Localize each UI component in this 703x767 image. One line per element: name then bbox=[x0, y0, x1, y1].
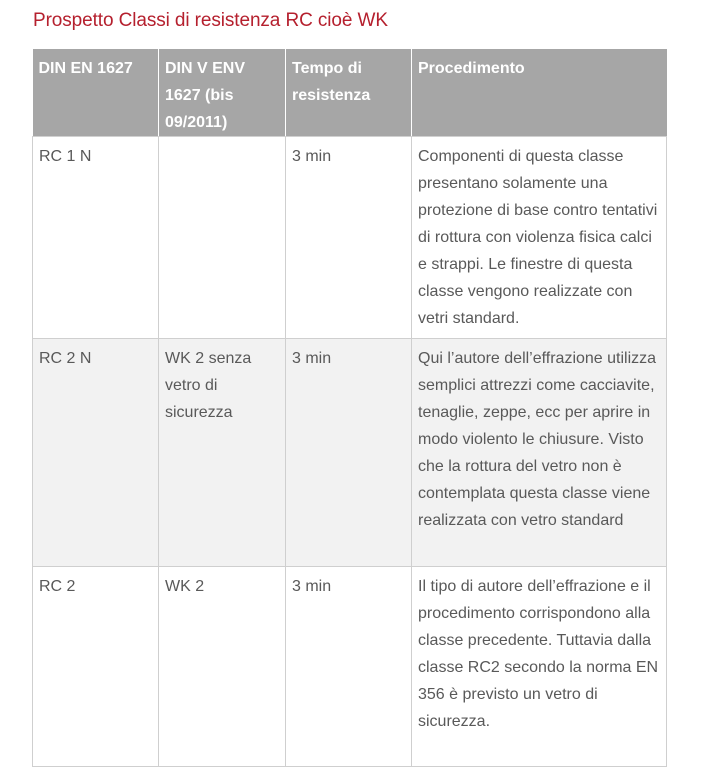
cell-din-v-env bbox=[159, 137, 286, 339]
cell-din-v-env: WK 2 bbox=[159, 567, 286, 767]
cell-procedimento: Il tipo di autore dell’effrazione e il procedimento corrispondono alla classe precedente. Tuttavia dalla classe RC2 secondo la norma EN 356 è previsto un vetro di sicurezza. bbox=[412, 567, 667, 767]
cell-din-en: RC 1 N bbox=[33, 137, 159, 339]
cell-procedimento: Qui l’autore dell’effrazione utilizza semplici attrezzi come cacciavite, tenaglie, zeppe, ecc per aprire in modo violento le chiusure. Visto che la rottura del vetro non è contemplata questa classe viene realizzata con vetro standard bbox=[412, 339, 667, 567]
header-procedimento: Procedimento bbox=[412, 49, 667, 137]
cell-tempo: 3 min bbox=[286, 567, 412, 767]
table-row bbox=[33, 339, 667, 567]
header-tempo-di-resistenza: Tempo di resistenza bbox=[286, 49, 412, 137]
page-title: Prospetto Classi di resistenza RC cioè WK bbox=[33, 10, 388, 31]
cell-din-v-env: WK 2 senza vetro di sicurezza bbox=[159, 339, 286, 567]
cell-tempo: 3 min bbox=[286, 339, 412, 567]
cell-procedimento: Componenti di questa classe presentano solamente una protezione di base contro tentativi di rottura con violenza fisica calci e strappi. Le finestre di questa classe vengono realizzate con vetri standard. bbox=[412, 137, 667, 339]
table-row bbox=[33, 567, 667, 767]
resistance-classes-table bbox=[32, 49, 667, 767]
cell-din-en: RC 2 N bbox=[33, 339, 159, 567]
cell-tempo: 3 min bbox=[286, 137, 412, 339]
header-din-en-1627: DIN EN 1627 bbox=[33, 49, 159, 137]
table-header-row bbox=[33, 49, 667, 137]
resistance-classes-table-container bbox=[32, 49, 666, 767]
table-row bbox=[33, 137, 667, 339]
header-din-v-env-1627: DIN V ENV 1627 (bis 09/2011) bbox=[159, 49, 286, 137]
cell-din-en: RC 2 bbox=[33, 567, 159, 767]
